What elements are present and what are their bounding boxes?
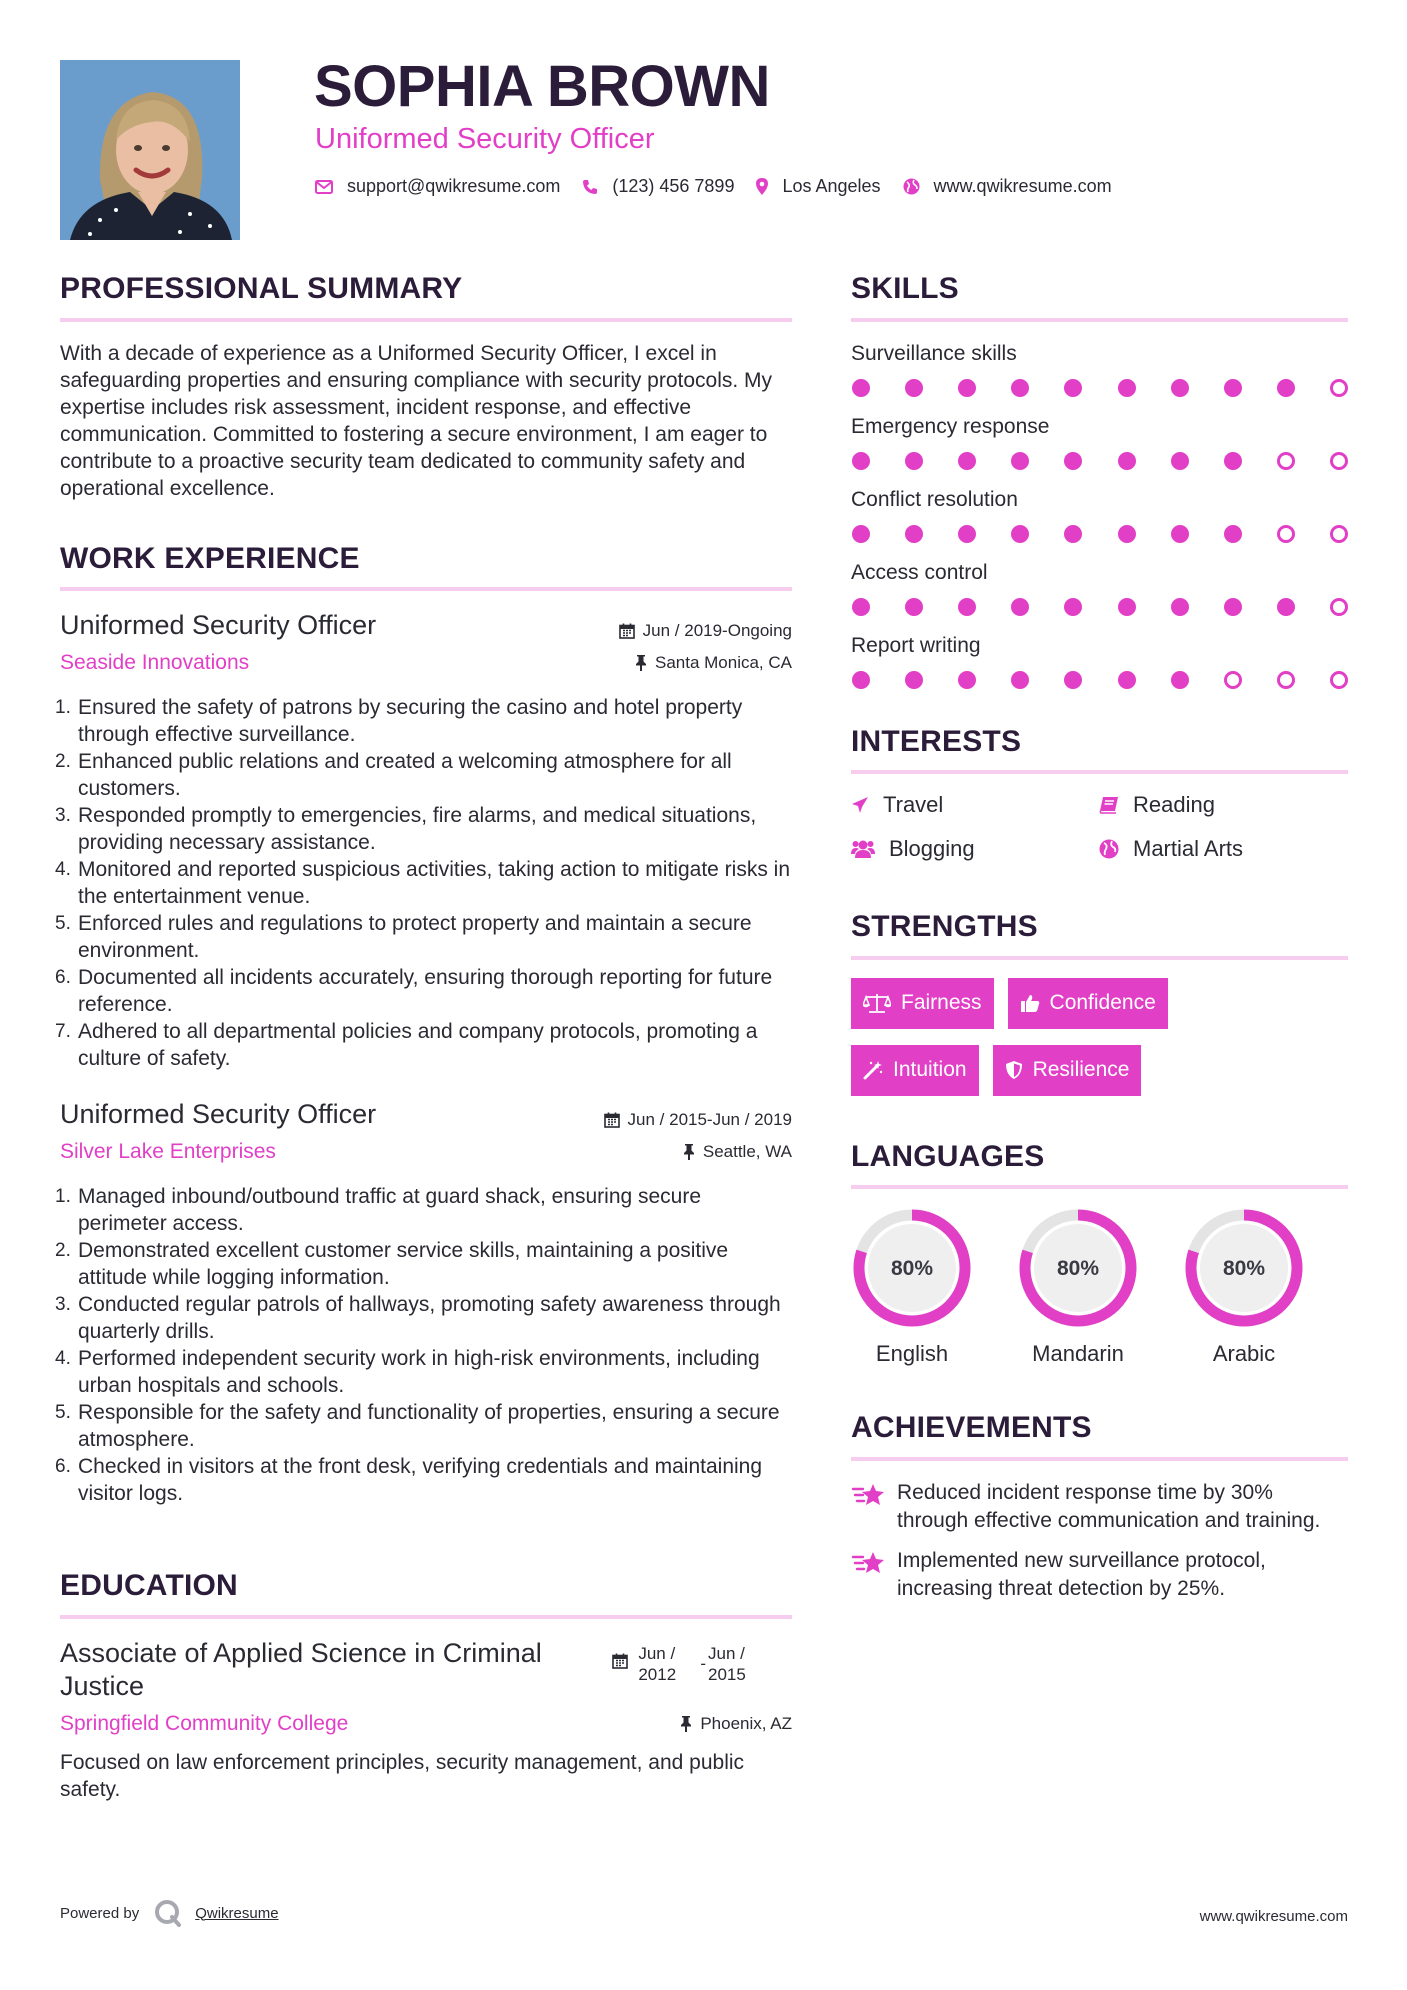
interests-heading: INTERESTS	[851, 724, 1022, 758]
interest-label: Reading	[1133, 792, 1215, 817]
strength-label: Resilience	[1032, 1058, 1130, 1081]
rating-dot-filled	[1064, 671, 1082, 689]
strengths-heading: STRENGTHS	[851, 910, 1038, 943]
rating-dot-empty	[1330, 671, 1348, 689]
education-location-text: Phoenix, AZ	[700, 1714, 792, 1734]
powered-by-text: Powered by	[60, 1904, 140, 1922]
thumbs-up-icon	[1020, 993, 1040, 1013]
bullet-text: Enforced rules and regulations to protect property and maintain a secure environment.	[78, 912, 752, 963]
job-dates-text: Jun / 2015-Jun / 2019	[627, 1110, 792, 1130]
bullet-text: Performed independent security work in high-risk environments, including urban hospitals and schools.	[78, 1347, 760, 1398]
candidate-title: Uniformed Security Officer	[315, 123, 655, 155]
section-divider	[851, 956, 1348, 960]
job-bullet	[55, 910, 792, 964]
rating-dot-filled	[1064, 525, 1082, 543]
bullet-text: Managed inbound/outbound traffic at guard shack, ensuring secure perimeter access.	[78, 1185, 702, 1236]
strength-tag	[851, 1045, 979, 1096]
job-bullet	[55, 1237, 792, 1291]
skills-section	[851, 270, 1348, 689]
bullet-text: Responded promptly to emergencies, fire alarms, and medical situations, providing necessary assistance.	[78, 804, 757, 855]
globe-icon	[1099, 839, 1119, 859]
education-end: Jun / 2015	[708, 1643, 746, 1684]
rating-dot-filled	[1118, 598, 1136, 616]
contact-email[interactable]	[315, 176, 560, 197]
skill-name: Emergency response	[851, 414, 1050, 438]
envelope-icon	[315, 180, 333, 194]
rating-dot-filled	[1011, 598, 1029, 616]
calendar-icon	[619, 623, 635, 639]
language-progress-ring	[1183, 1207, 1305, 1329]
language-name: Arabic	[1212, 1341, 1276, 1366]
bullet-number: 5.	[55, 913, 71, 935]
achievement-item	[851, 1479, 1348, 1535]
strength-tag	[851, 978, 994, 1029]
bullet-number: 6.	[55, 1456, 71, 1478]
rating-dot-filled	[1011, 525, 1029, 543]
job-bullet	[55, 748, 792, 802]
skill-item	[851, 632, 1348, 689]
job-title: Uniformed Security Officer	[60, 610, 377, 640]
work-section	[55, 540, 792, 1508]
rating-dot-empty	[1277, 452, 1295, 470]
job-dates-text: Jun / 2019-Ongoing	[642, 621, 792, 640]
interest-label: Martial Arts	[1133, 836, 1244, 861]
rating-dot-filled	[1171, 598, 1189, 616]
job-bullet	[55, 1399, 792, 1453]
bullet-text: Conducted regular patrols of hallways, promoting safety awareness through quarterly drills.	[78, 1293, 781, 1344]
skill-name: Report writing	[851, 633, 981, 657]
bullet-text: Demonstrated excellent customer service skills, maintaining a positive attitude while logging information.	[78, 1239, 729, 1290]
education-location	[680, 1714, 792, 1734]
rating-dot-filled	[905, 452, 923, 470]
pushpin-icon	[680, 1716, 692, 1732]
rating-dot-filled	[958, 525, 976, 543]
rating-dot-filled	[852, 525, 870, 543]
skill-rating	[851, 379, 1348, 397]
education-start: Jun / 2012	[638, 1643, 677, 1684]
language-percent: 80%	[1056, 1257, 1100, 1280]
footer-brand-link[interactable]: Qwikresume	[195, 1904, 279, 1922]
calendar-icon	[604, 1112, 620, 1128]
shooting-star-icon	[851, 1549, 885, 1577]
bullet-number: 4.	[55, 859, 71, 881]
map-marker-icon	[756, 178, 768, 195]
rating-dot-filled	[905, 525, 923, 543]
rating-dot-filled	[1171, 379, 1189, 397]
profile-photo	[60, 60, 240, 240]
email-text: support@qwikresume.com	[347, 176, 561, 196]
bullet-number: 1.	[55, 1186, 71, 1208]
rating-dot-filled	[1277, 598, 1295, 616]
phone-icon	[582, 179, 598, 195]
contact-phone[interactable]	[582, 176, 734, 197]
location-text: Los Angeles	[782, 176, 881, 196]
job-bullet	[55, 694, 792, 748]
achievements-list	[851, 1479, 1348, 1603]
footer-powered-by	[60, 1898, 279, 1928]
bullet-text: Ensured the safety of patrons by securing the casino and hotel property through effective surveillance.	[78, 696, 743, 747]
rating-dot-filled	[1011, 671, 1029, 689]
education-section	[60, 1567, 792, 1803]
school-name: Springfield Community College	[60, 1712, 349, 1736]
section-divider	[851, 318, 1348, 322]
rating-dot-filled	[1064, 598, 1082, 616]
interest-item	[1099, 836, 1347, 862]
rating-dot-filled	[1224, 598, 1242, 616]
language-item	[1017, 1207, 1139, 1367]
shield-icon	[1005, 1060, 1023, 1080]
language-name: English	[875, 1341, 949, 1366]
contact-location	[756, 176, 880, 197]
job-location	[635, 653, 792, 673]
language-percent: 80%	[890, 1257, 934, 1280]
strength-tag	[1008, 978, 1168, 1029]
bullet-text: Monitored and reported suspicious activities, taking action to mitigate risks in the entertainment venue.	[78, 858, 791, 909]
section-divider	[60, 1615, 792, 1619]
rating-dot-filled	[1224, 452, 1242, 470]
bullet-text: Adhered to all departmental policies and company protocols, promoting a culture of safety.	[78, 1020, 758, 1071]
rating-dot-filled	[958, 671, 976, 689]
rating-dot-filled	[958, 452, 976, 470]
rating-dot-filled	[958, 598, 976, 616]
education-description: Focused on law enforcement principles, security management, and public safety.	[60, 1751, 745, 1802]
job-bullets	[55, 694, 792, 1072]
candidate-name: SOPHIA BROWN	[314, 54, 770, 119]
globe-icon	[903, 178, 920, 195]
rating-dot-filled	[905, 598, 923, 616]
section-divider	[60, 587, 792, 591]
rating-dot-filled	[852, 379, 870, 397]
skill-name: Surveillance skills	[851, 341, 1017, 365]
rating-dot-filled	[1277, 379, 1295, 397]
skill-rating	[851, 671, 1348, 689]
bullet-number: 2.	[55, 1240, 71, 1262]
achievements-heading: ACHIEVEMENTS	[851, 1411, 1092, 1444]
contact-bar	[315, 176, 1134, 197]
section-divider	[851, 1457, 1348, 1461]
strength-tag	[993, 1045, 1142, 1096]
work-heading: WORK EXPERIENCE	[60, 541, 360, 575]
job-entry	[55, 609, 792, 1072]
skill-item	[851, 413, 1348, 470]
users-icon	[851, 839, 875, 859]
skill-rating	[851, 598, 1348, 616]
interest-label: Blogging	[889, 836, 975, 861]
shooting-star-icon	[851, 1481, 885, 1509]
skill-name: Access control	[851, 560, 988, 584]
rating-dot-filled	[852, 598, 870, 616]
achievements-section	[851, 1409, 1348, 1603]
rating-dot-filled	[1224, 525, 1242, 543]
strength-label: Confidence	[1049, 991, 1156, 1014]
job-bullet	[55, 802, 792, 856]
strength-label: Fairness	[901, 991, 982, 1014]
website-text: www.qwikresume.com	[933, 176, 1112, 196]
rating-dot-filled	[1011, 452, 1029, 470]
language-progress-ring	[1017, 1207, 1139, 1329]
language-progress-ring	[851, 1207, 973, 1329]
rating-dot-filled	[1064, 379, 1082, 397]
rating-dot-filled	[1011, 379, 1029, 397]
bullet-text: Responsible for the safety and functionality of properties, ensuring a secure atmosphere.	[78, 1401, 780, 1452]
rating-dot-empty	[1330, 379, 1348, 397]
book-icon	[1099, 796, 1119, 814]
rating-dot-filled	[958, 379, 976, 397]
job-location-text: Seattle, WA	[702, 1141, 792, 1161]
achievement-text: Reduced incident response time by 30% through effective communication and training.	[897, 1480, 1321, 1532]
bullet-number: 3.	[55, 1294, 71, 1316]
achievement-text: Implemented new surveillance protocol, increasing threat detection by 25%.	[897, 1548, 1266, 1600]
skill-item	[851, 340, 1348, 397]
job-bullets	[55, 1183, 792, 1507]
bullet-number: 7.	[55, 1021, 71, 1043]
rating-dot-filled	[1118, 452, 1136, 470]
rating-dot-empty	[1224, 671, 1242, 689]
languages-section	[851, 1138, 1348, 1368]
job-location	[683, 1142, 792, 1162]
interest-label: Travel	[883, 792, 944, 817]
left-column	[55, 270, 792, 1803]
skill-rating	[851, 525, 1348, 543]
bullet-number: 2.	[55, 751, 71, 773]
degree-title: Associate of Applied Science in Criminal Justice	[60, 1637, 542, 1702]
language-name: Mandarin	[1032, 1341, 1124, 1366]
job-bullet	[55, 856, 792, 910]
plane-icon	[851, 796, 869, 814]
job-bullet	[55, 1291, 792, 1345]
calendar-icon	[612, 1653, 628, 1669]
section-divider	[60, 318, 792, 322]
rating-dot-filled	[1171, 452, 1189, 470]
bullet-number: 3.	[55, 805, 71, 827]
rating-dot-filled	[1171, 671, 1189, 689]
rating-dot-empty	[1330, 598, 1348, 616]
strength-label: Intuition	[893, 1058, 967, 1081]
rating-dot-filled	[905, 671, 923, 689]
job-company: Seaside Innovations	[60, 650, 250, 674]
rating-dot-filled	[1118, 671, 1136, 689]
job-location-text: Santa Monica, CA	[654, 652, 792, 672]
balance-scale-icon	[863, 993, 891, 1013]
achievement-item	[851, 1547, 1348, 1603]
rating-dot-filled	[1118, 379, 1136, 397]
job-dates	[619, 621, 792, 641]
date-separator: -	[700, 1653, 706, 1673]
footer-website[interactable]: www.qwikresume.com	[1199, 1908, 1348, 1925]
rating-dot-filled	[852, 452, 870, 470]
interests-section	[851, 723, 1348, 863]
job-dates	[604, 1110, 792, 1130]
qwikresume-logo-icon	[153, 1898, 183, 1928]
bullet-text: Enhanced public relations and created a welcoming atmosphere for all customers.	[78, 750, 732, 801]
rating-dot-filled	[852, 671, 870, 689]
job-title: Uniformed Security Officer	[60, 1099, 377, 1130]
bullet-number: 1.	[55, 697, 71, 719]
bullet-text: Documented all incidents accurately, ensuring thorough reporting for future reference.	[78, 966, 773, 1017]
education-dates	[612, 1643, 760, 1685]
pushpin-icon	[683, 1144, 695, 1160]
summary-heading: PROFESSIONAL SUMMARY	[60, 272, 463, 305]
section-divider	[851, 1185, 1348, 1189]
rating-dot-filled	[1064, 452, 1082, 470]
job-bullet	[55, 1453, 792, 1507]
magic-wand-icon	[863, 1060, 883, 1080]
rating-dot-empty	[1277, 671, 1295, 689]
interest-item	[1099, 792, 1347, 818]
languages-list	[851, 1207, 1348, 1367]
rating-dot-empty	[1330, 452, 1348, 470]
rating-dot-empty	[1330, 525, 1348, 543]
right-column	[851, 270, 1348, 1615]
rating-dot-filled	[1118, 525, 1136, 543]
rating-dot-empty	[1277, 525, 1295, 543]
bullet-number: 5.	[55, 1402, 71, 1424]
skills-list	[851, 340, 1348, 689]
languages-heading: LANGUAGES	[851, 1139, 1045, 1173]
phone-text: (123) 456 7899	[612, 176, 735, 196]
interest-item	[851, 792, 1099, 818]
rating-dot-filled	[905, 379, 923, 397]
bullet-text: Checked in visitors at the front desk, verifying credentials and maintaining visitor logs.	[78, 1455, 763, 1506]
skill-item	[851, 486, 1348, 543]
rating-dot-filled	[1224, 379, 1242, 397]
contact-website[interactable]	[903, 176, 1112, 197]
job-company: Silver Lake Enterprises	[60, 1139, 276, 1163]
job-entry	[55, 1098, 792, 1507]
job-bullet	[55, 1183, 792, 1237]
skills-heading: SKILLS	[851, 272, 959, 305]
bullet-number: 4.	[55, 1348, 71, 1370]
rating-dot-filled	[1171, 525, 1189, 543]
job-bullet	[55, 1345, 792, 1399]
language-percent: 80%	[1222, 1257, 1266, 1280]
education-heading: EDUCATION	[60, 1569, 238, 1603]
pushpin-icon	[635, 655, 647, 671]
skill-name: Conflict resolution	[851, 487, 1018, 511]
job-bullet	[55, 964, 792, 1018]
interest-item	[851, 836, 1099, 862]
summary-text: With a decade of experience as a Uniformed Security Officer, I excel in safeguarding properties and ensuring compliance with security protocols. My expertise includes risk assessment, incident response, and effective communication. Committed to fostering a secure environment, I am eager to contribute to a proactive security team dedicated to community safety and operational excellence.	[60, 341, 773, 500]
strengths-section	[851, 908, 1348, 1096]
language-item	[1183, 1207, 1305, 1367]
skill-item	[851, 559, 1348, 616]
language-item	[851, 1207, 973, 1367]
skill-rating	[851, 452, 1348, 470]
summary-section	[60, 270, 792, 502]
bullet-number: 6.	[55, 967, 71, 989]
section-divider	[851, 770, 1348, 774]
job-bullet	[55, 1018, 792, 1072]
